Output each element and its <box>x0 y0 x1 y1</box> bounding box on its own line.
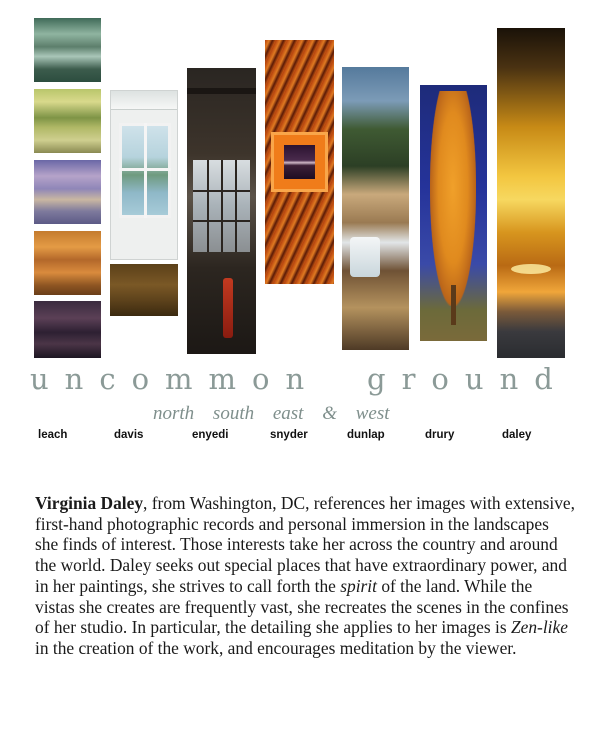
title-word-uncommon: uncommon <box>30 362 321 396</box>
artist-label-daley: daley <box>502 429 532 441</box>
leach-painting-3 <box>34 160 101 224</box>
artist-label-davis: davis <box>114 429 144 441</box>
artist-label-leach: leach <box>38 429 68 441</box>
emphasis-spirit: spirit <box>340 575 377 596</box>
description-paragraph <box>35 493 575 659</box>
leach-painting-2 <box>34 89 101 153</box>
leach-painting-1 <box>34 18 101 82</box>
window-bar <box>235 160 237 252</box>
snyder-painting <box>265 40 334 284</box>
artist-description <box>35 493 575 659</box>
window-sill <box>111 91 177 110</box>
enyedi-painting <box>187 68 256 354</box>
artist-label-drury: drury <box>425 429 455 441</box>
artist-label-dunlap: dunlap <box>347 429 385 441</box>
daley-painting <box>497 28 565 358</box>
davis-window-painting <box>110 90 178 260</box>
davis-wood-painting <box>110 264 178 316</box>
emphasis-zen-like: Zen-like <box>510 617 568 638</box>
setting-sun <box>511 264 551 274</box>
waterfall <box>350 237 380 277</box>
window-bar <box>221 160 223 252</box>
leach-painting-4 <box>34 231 101 295</box>
red-hydrant <box>223 278 233 338</box>
description-text-3: in the creation of the work, and encourages meditation by the viewer. <box>35 637 517 658</box>
description-text-2: of the land. While the vistas she creates are frequently vast, she recreates the scenes in the confines of her studio. In particular, the detailing she applies to her images is <box>35 575 569 638</box>
dunlap-painting <box>342 67 409 350</box>
window-bar <box>193 220 250 222</box>
drury-painting <box>420 85 487 341</box>
description-text-1: , from Washington, DC, references her images with extensive, first-hand photographic records and personal immersion in the landscapes she finds of interest. Those interests take her across the country and around the world. Daley seeks out special places that have extraordinary power, and in her paintings, she strives to call forth the <box>35 493 576 596</box>
artist-label-enyedi: enyedi <box>192 429 229 441</box>
title-word-ground: ground <box>367 362 569 396</box>
artist-name: Virginia Daley <box>35 493 144 513</box>
dark-center <box>284 145 315 179</box>
exhibition-subtitle: north south east & west <box>153 403 390 424</box>
leach-painting-5 <box>34 301 101 358</box>
orange-frame <box>271 132 328 192</box>
window-bar <box>193 190 250 192</box>
artist-label-snyder: snyder <box>270 429 308 441</box>
tree-trunk <box>451 285 456 325</box>
window-mullion-horizontal <box>119 168 171 171</box>
window-bar <box>207 160 209 252</box>
ceiling-beam <box>187 88 256 94</box>
autumn-tree <box>430 91 476 306</box>
